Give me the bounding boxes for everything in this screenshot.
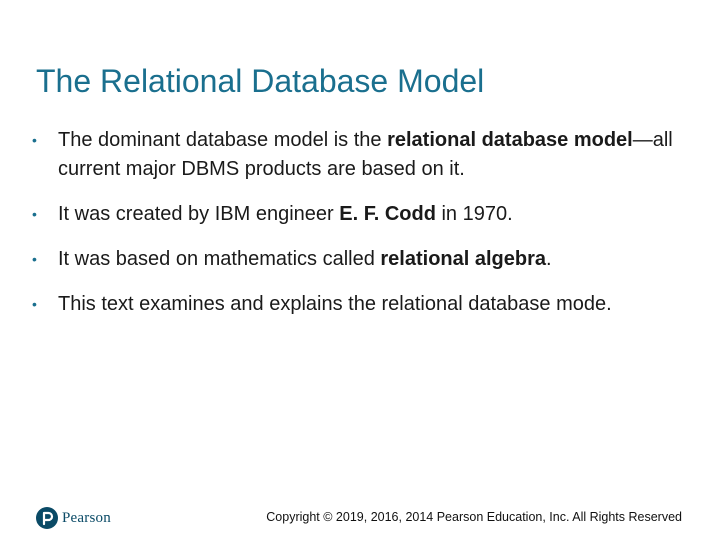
pearson-logo-icon [36,507,58,529]
bullet-text-bold: relational database model [387,129,633,151]
bullet-text-bold: E. F. Codd [339,203,436,225]
bullet-text-normal: The dominant database model is the [58,129,388,151]
bullet-item [32,200,692,229]
bullet-text-normal: It was based on mathematics called [58,248,381,270]
bullet-marker: • [32,296,37,312]
copyright-notice: Copyright © 2019, 2016, 2014 Pearson Education, Inc. All Rights Reserved [266,510,682,524]
bullet-item [32,290,692,319]
slide-title: The Relational Database Model [36,63,485,99]
bullet-marker: • [32,132,37,148]
bullet-text-normal: . [546,248,552,270]
pearson-logo-text: Pearson [62,509,111,526]
bullet-item [32,245,692,274]
bullet-marker: • [32,206,37,222]
bullet-text-normal: —all current major DBMS products are based on it. [58,129,673,180]
bullet-item [32,126,692,184]
bullet-text-normal: This text examines and explains the relational database mode. [58,293,612,315]
bullet-text-bold: relational algebra [380,248,547,270]
bullet-marker: • [32,251,37,267]
bullet-text-normal: in 1970. [435,203,513,225]
pearson-logo [36,506,111,530]
bullet-list [32,126,692,319]
bullet-text-normal: It was created by IBM engineer [58,203,340,225]
